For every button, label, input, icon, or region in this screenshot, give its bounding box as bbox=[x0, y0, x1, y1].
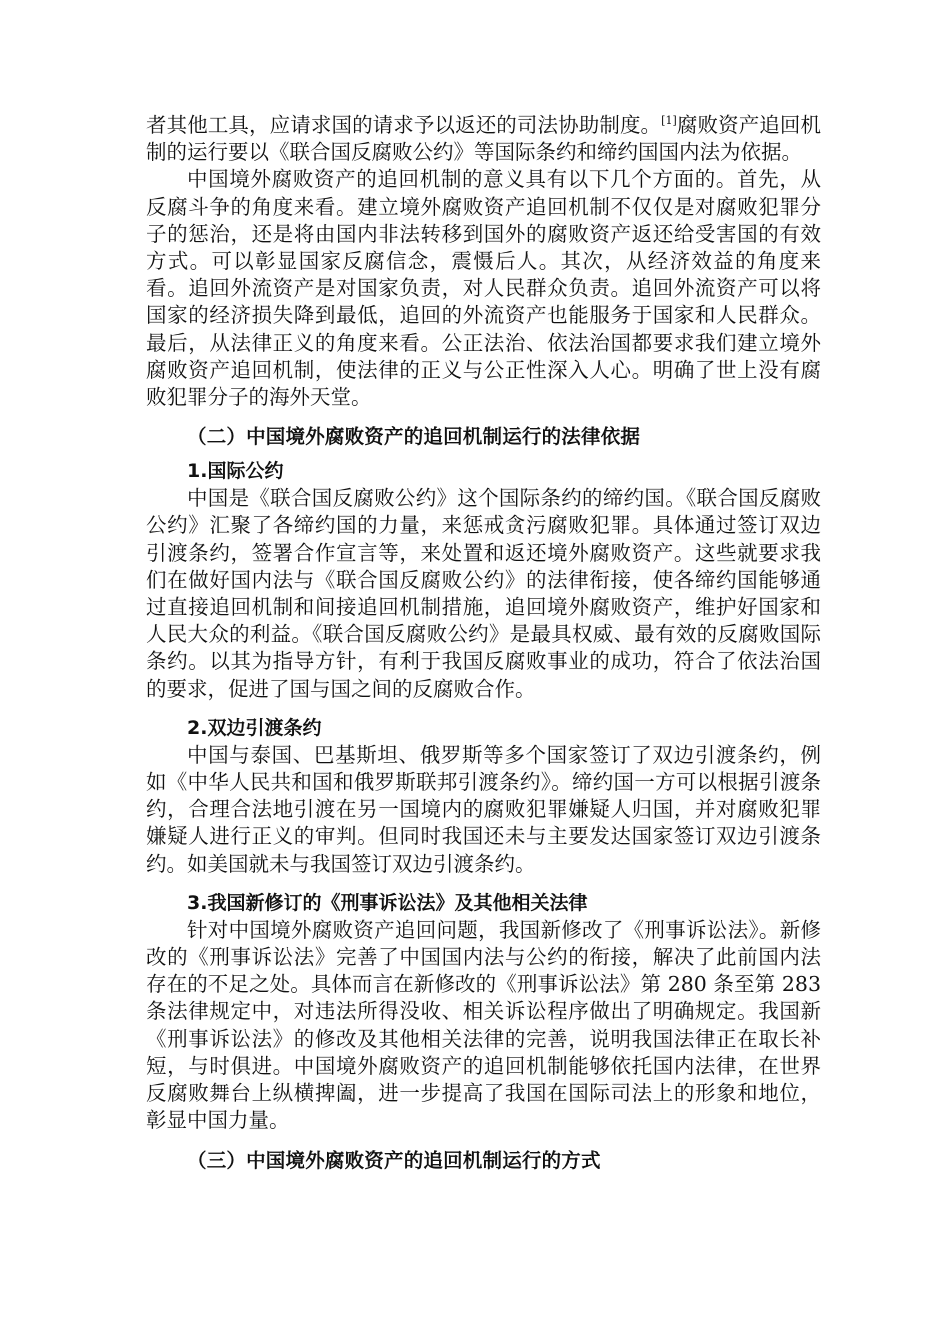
paragraph-1-text-cont: 腐败资产追回机制的运行要以《联合国反腐败公约》等国际条约和缔约国国内法为依据。 bbox=[146, 113, 822, 165]
subsection-heading-3: 3.我国新修订的《刑事诉讼法》及其他相关法律 bbox=[187, 891, 588, 914]
paragraph-1 bbox=[146, 112, 821, 166]
citation-ref: [1] bbox=[661, 114, 677, 128]
subsection-heading-2: 2.双边引渡条约 bbox=[187, 716, 322, 739]
document-page bbox=[146, 112, 821, 1174]
section-heading-2: （二）中国境外腐败资产的追回机制运行的法律依据 bbox=[187, 425, 641, 449]
subsection-heading-1: 1.国际公约 bbox=[187, 460, 284, 483]
paragraph-5: 针对中国境外腐败资产追回问题，我国新修改了《刑事诉讼法》。新修改的《刑事诉讼法》完善了中国国内法与公约的衔接，解决了此前国内法存在的不足之处。具体而言在新修改的《刑事诉讼法》第 280 条至第 283 条法律规定中，对违法所得没收、相关诉讼程序做出了明确规定。我国新《刑事诉讼法》的修改及其他相关法律的完善，说明我国法律正在取长补短，与时俱进。中国境外腐败资产的追回机制能够依托国内法律，在世界反腐败舞台上纵横捭阖，进一步提高了我国在国际司法上的形象和地位，彰显中国力量。 bbox=[146, 917, 821, 1133]
section-heading-3: （三）中国境外腐败资产的追回机制运行的方式 bbox=[187, 1148, 601, 1172]
paragraph-4: 中国与泰国、巴基斯坦、俄罗斯等多个国家签订了双边引渡条约，例如《中华人民共和国和俄罗斯联邦引渡条约》。缔约国一方可以根据引渡条约，合理合法地引渡在另一国境内的腐败犯罪嫌疑人归国，并对腐败犯罪嫌疑人进行正义的审判。但同时我国还未与主要发达国家签订双边引渡条约。如美国就未与我国签订双边引渡条约。 bbox=[146, 742, 821, 876]
paragraph-2: 中国境外腐败资产的追回机制的意义具有以下几个方面的。首先，从反腐斗争的角度来看。建立境外腐败资产追回机制不仅仅是对腐败犯罪分子的惩治，还是将由国内非法转移到国外的腐败资产返还给受害国的有效方式。可以彰显国家反腐信念，震慑后人。其次，从经济效益的角度来看。追回外流资产是对国家负责，对人民群众负责。追回外流资产可以将国家的经济损失降到最低，追回的外流资产也能服务于国家和人民群众。最后，从法律正义的角度来看。公正法治、依法治国都要求我们建立境外腐败资产追回机制，使法律的正义与公正性深入人心。明确了世上没有腐败犯罪分子的海外天堂。 bbox=[146, 167, 821, 410]
paragraph-1-text: 者其他工具，应请求国的请求予以返还的司法协助制度。 bbox=[146, 113, 662, 137]
paragraph-3: 中国是《联合国反腐败公约》这个国际条约的缔约国。《联合国反腐败公约》汇聚了各缔约国的力量，来惩戒贪污腐败犯罪。具体通过签订双边引渡条约，签署合作宣言等，来处置和返还境外腐败资产。这些就要求我们在做好国内法与《联合国反腐败公约》的法律衔接，使各缔约国能够通过直接追回机制和间接追回机制措施，追回境外腐败资产，维护好国家和人民大众的利益。《联合国反腐败公约》是最具权威、最有效的反腐败国际条约。以其为指导方针，有利于我国反腐败事业的成功，符合了依法治国的要求，促进了国与国之间的反腐败合作。 bbox=[146, 486, 821, 701]
